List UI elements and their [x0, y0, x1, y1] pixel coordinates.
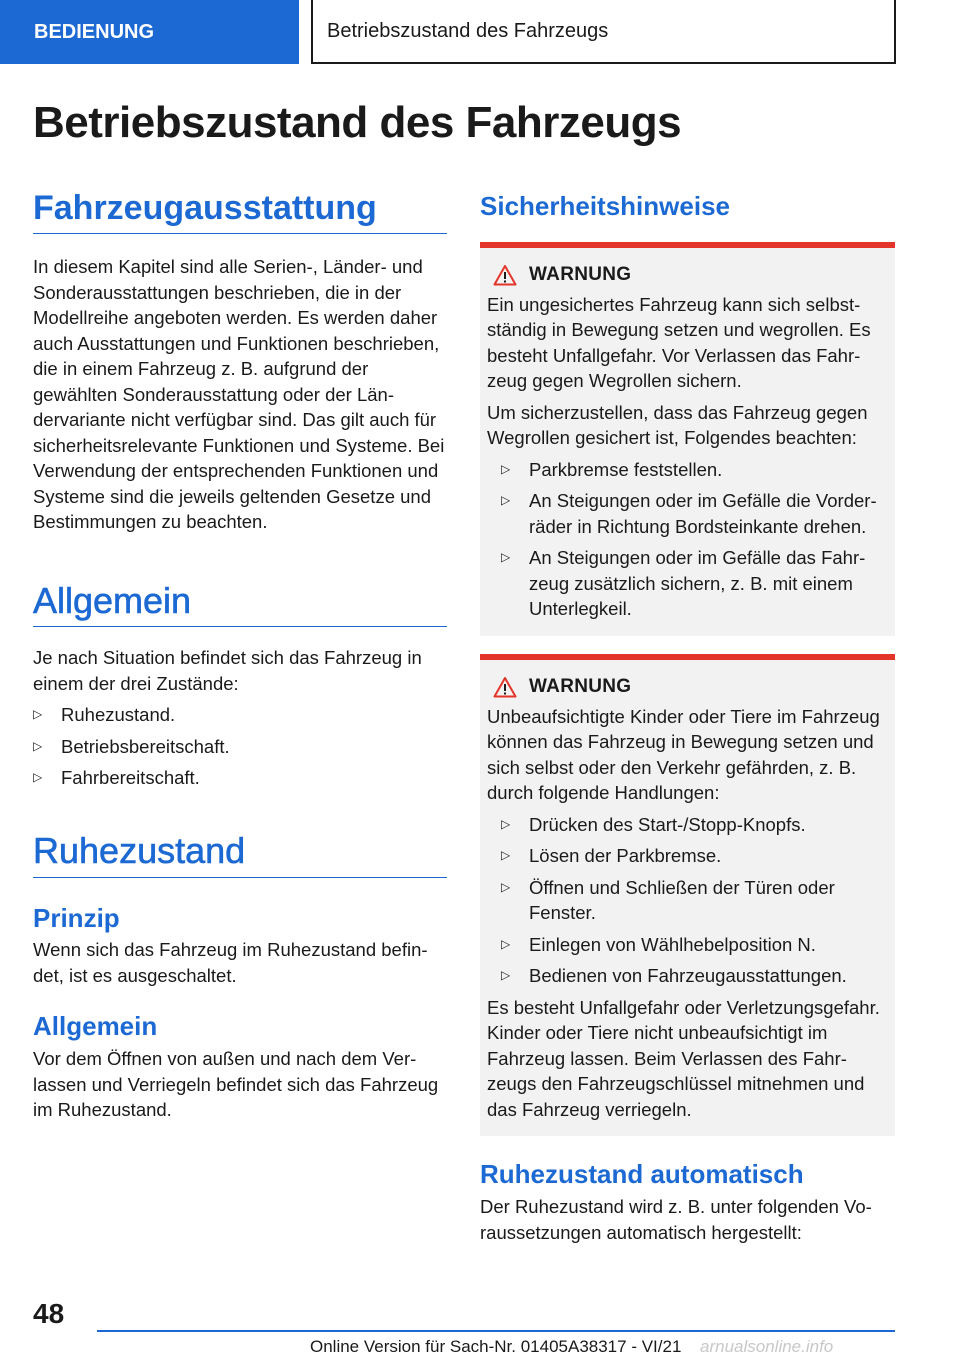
fahrzeugausstattung-text: In diesem Kapitel sind alle Serien-, Länder- und Sonderausstattungen beschrieben, die in der Modellreihe angeboten werden. Es werden daher auch Ausstattungen und Funktionen beschrieben, die in einem Fahrzeug z. B. aufgrund der gewählten Sonderausstattung oder der Ländervariante nicht verfügbar sind. Das gilt auch für sicherheitsrelevante Funktionen und Systeme. Bei Verwendung der entsprechenden Funktionen und Systeme sind die jeweils geltenden Gesetze und Bestimmungen zu beachten.: [33, 256, 445, 533]
list-item: ▷ Einlegen von Wählhebelposition N.: [501, 932, 888, 958]
triangle-bullet-icon: ▷: [501, 879, 511, 894]
triangle-bullet-icon: ▷: [501, 550, 511, 565]
list-item: ▷ Ruhezustand.: [33, 702, 447, 728]
section-label: BEDIENUNG: [34, 20, 155, 43]
heading-sicherheitshinweise: Sicherheitshinweise: [480, 191, 730, 221]
list-item: ▷ Drücken des Start-/Stopp-Knopfs.: [501, 812, 888, 838]
warning-label: WARNUNG: [529, 675, 632, 697]
warning2-text2: Es besteht Unfallgefahr oder Verletzungsgefahr. Kinder oder Tiere nicht unbeaufsichtigt im Fahrzeug lassen. Beim Verlassen des Fahrzeugs den Fahrzeugschlüssel mitnehmen und das Fahrzeug verriegeln.: [487, 996, 880, 1120]
heading-ruhezustand: Ruhezustand: [33, 831, 447, 878]
warning-box-wegrollen: [480, 242, 895, 636]
triangle-bullet-icon: ▷: [501, 848, 511, 863]
warning1-text2: Um sicherzustellen, dass das Fahrzeug gegen Wegrollen gesichert ist, Folgendes beachten:: [487, 401, 868, 449]
triangle-bullet-icon: ▷: [33, 770, 43, 785]
warning-header: [493, 676, 888, 698]
list-item: ▷ Betriebsbereitschaft.: [33, 734, 447, 760]
triangle-bullet-icon: ▷: [501, 461, 511, 476]
triangle-bullet-icon: ▷: [33, 738, 43, 753]
warning1-list: [487, 457, 888, 622]
footer-divider: [97, 1330, 895, 1332]
ruhezustand-allgemein-text: Vor dem Öffnen von außen und nach dem Verlassen und Verriegeln befindet sich das Fahrzeug im Ruhezustand.: [33, 1048, 439, 1121]
section-tab: [0, 0, 299, 64]
allgemein-text: Je nach Situation befindet sich das Fahrzeug in einem der drei Zustände:: [33, 647, 422, 694]
ruhezustand-automatisch-text: Der Ruhezustand wird z. B. unter folgenden Voraussetzungen automatisch hergestellt:: [480, 1196, 872, 1243]
list-item: ▷ An Steigungen oder im Gefälle die Vorderräder in Richtung Bordsteinkante drehen.: [501, 490, 877, 537]
heading-fahrzeugausstattung: Fahrzeugausstattung: [33, 190, 447, 234]
warning2-list: [487, 812, 888, 989]
chapter-label: Betriebszustand des Fahrzeugs: [327, 19, 609, 42]
heading-allgemein-ruhezustand: Allgemein: [33, 1011, 158, 1042]
list-item: ▷ Parkbremse feststellen.: [501, 457, 888, 483]
triangle-bullet-icon: ▷: [501, 968, 511, 983]
page-title: Betriebszustand des Fahrzeugs: [33, 98, 682, 147]
list-item: ▷ Lösen der Parkbremse.: [501, 843, 888, 869]
warning1-text: Ein ungesichertes Fahrzeug kann sich selbstständig in Bewegung setzen und wegrollen. Es besteht Unfallgefahr. Vor Verlassen das Fahrzeug gegen Wegrollen sichern.: [487, 293, 871, 392]
zustaende-list: [33, 702, 447, 791]
warning-triangle-icon: [493, 676, 517, 698]
right-column: [480, 190, 895, 1245]
triangle-bullet-icon: ▷: [33, 707, 43, 722]
left-column: [33, 190, 447, 1123]
list-item: ▷ An Steigungen oder im Gefälle das Fahrzeug zusätzlich sichern, z. B. mit einem Unterlegkeil.: [501, 547, 866, 620]
page-number: 48: [33, 1298, 65, 1329]
chapter-header: [311, 0, 896, 64]
list-item: ▷ Bedienen von Fahrzeugausstattungen.: [501, 963, 888, 989]
list-item: ▷ Fahrbereitschaft.: [33, 765, 447, 791]
warning2-text: Unbeaufsichtigte Kinder oder Tiere im Fahrzeug können das Fahrzeug in Bewegung setzen und sich selbst oder den Verkehr gefährden, z. B. durch folgende Handlungen:: [487, 705, 880, 804]
heading-ruhezustand-automatisch: Ruhezustand automatisch: [480, 1159, 804, 1190]
warning-triangle-icon: [493, 264, 517, 286]
heading-prinzip: Prinzip: [33, 902, 120, 933]
list-item: ▷ Öffnen und Schließen der Türen oder Fenster.: [501, 876, 835, 924]
prinzip-text: Wenn sich das Fahrzeug im Ruhezustand befindet, ist es ausgeschaltet.: [33, 939, 428, 986]
footer-online-version: Online Version für Sach-Nr. 01405A38317 - VI/21: [310, 1337, 682, 1356]
footer-watermark: arnualsonline.info: [700, 1337, 834, 1356]
triangle-bullet-icon: ▷: [501, 936, 511, 951]
warning-header: [493, 264, 888, 286]
triangle-bullet-icon: ▷: [501, 816, 511, 831]
warning-label: WARNUNG: [529, 263, 632, 285]
warning-box-kinder: [480, 654, 895, 1137]
heading-allgemein: Allgemein: [33, 581, 447, 628]
triangle-bullet-icon: ▷: [501, 493, 511, 508]
